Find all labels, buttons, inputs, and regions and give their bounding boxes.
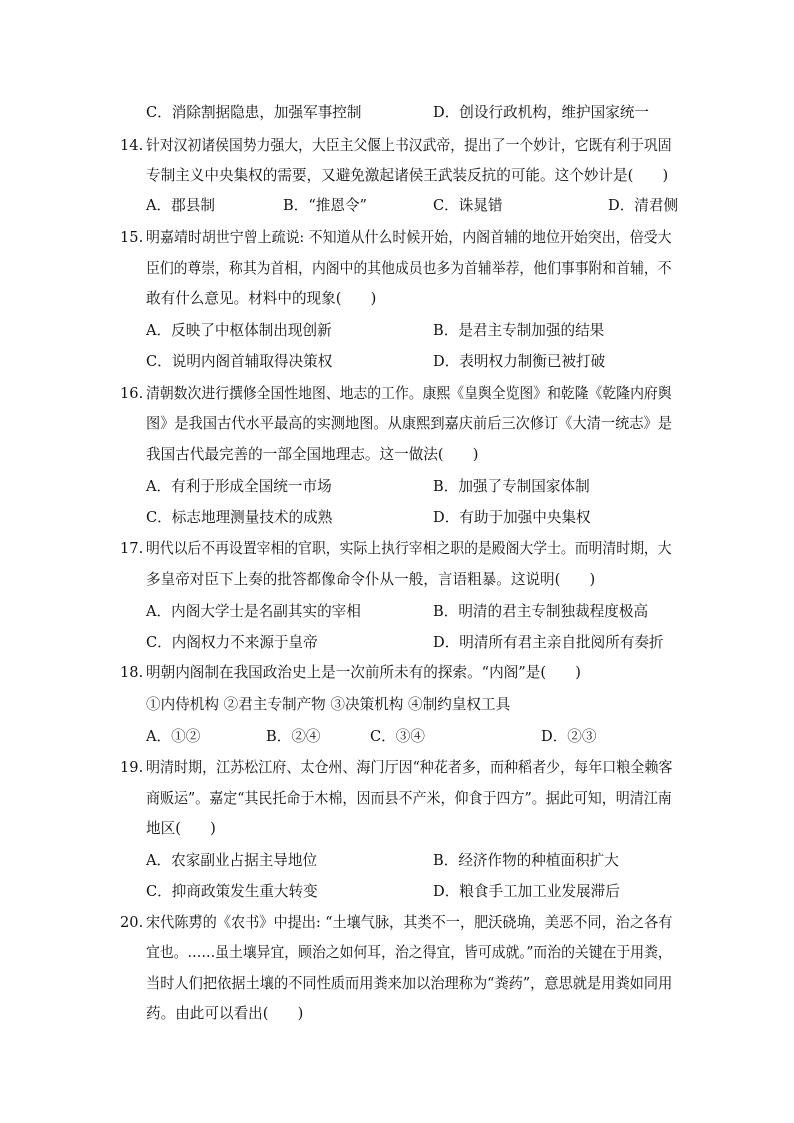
option-a: A．内阁大学士是名副其实的宰相 <box>146 603 361 620</box>
option-d: D．②③ <box>541 728 597 745</box>
q13-option-d: D．创设行政机构，维护国家统一 <box>433 104 650 121</box>
question-text: 多皇帝对臣下上奏的批答都像命令仆从一般，言语粗暴。这说明( ) <box>146 571 596 588</box>
option-d: D．粮食手工加工业发展滞后 <box>433 883 620 900</box>
question-text: 地区( ) <box>146 820 216 837</box>
question-text: 清朝数次进行撰修全国性地图、地志的工作。康熙《皇舆全览图》和乾隆《乾隆内府舆 <box>146 385 672 402</box>
option-a: A．农家副业占据主导地位 <box>146 852 318 869</box>
option-b: B．经济作物的种植面积扩大 <box>433 852 619 869</box>
question-number: 17. <box>120 540 144 557</box>
option-a: A．郡县制 <box>146 197 215 214</box>
option-a: A．反映了中枢体制出现创新 <box>146 322 332 339</box>
question-number: 14. <box>120 137 144 154</box>
option-c: C．抑商政策发生重大转变 <box>146 883 318 900</box>
option-c: C．③④ <box>370 728 425 745</box>
option-c: C．诛晁错 <box>433 197 503 214</box>
option-b: B．“推恩令” <box>283 197 368 214</box>
question-text: 我国古代最完善的一部全国地理志。这一做法( ) <box>146 446 479 463</box>
option-d: D．明清所有君主亲自批阅所有奏折 <box>433 634 664 651</box>
option-a: A．有利于形成全国统一市场 <box>146 478 332 495</box>
option-d: D．表明权力制衡已被打破 <box>433 353 606 370</box>
question-text: 臣们的尊崇，称其为首相，内阁中的其他成员也多为首辅举荐，他们事事附和首辅，不 <box>146 260 672 277</box>
question-number: 20. <box>120 914 144 931</box>
option-b: B．加强了专制国家体制 <box>433 478 590 495</box>
option-b: B．②④ <box>266 728 321 745</box>
question-text: 商贩运”。嘉定“其民托命于木棉，因而县不产米，仰食于四方”。据此可知，明清江南 <box>146 790 672 807</box>
question-text: 当时人们把依据土壤的不同性质而用粪来加以治理称为“粪药”，意思就是用粪如同用 <box>146 975 673 992</box>
option-b: B．是君主专制加强的结果 <box>433 322 605 339</box>
option-c: C．标志地理测量技术的成熟 <box>146 509 333 526</box>
question-text: 明清时期，江苏松江府、太仓州、海门厅因“种花者多，而种稻者少，每年口粮全赖客 <box>146 759 673 776</box>
question-text: 专制主义中央集权的需要，又避免激起诸侯王武装反抗的可能。这个妙计是( ) <box>146 167 669 184</box>
question-text: 宜也。……虽土壤异宜，顾治之如何耳，治之得宜，皆可成就。”而治的关键在于用粪， <box>146 944 672 961</box>
question-text: 药。由此可以看出( ) <box>146 1005 304 1022</box>
question-sub-items: ①内侍机构 ②君主专制产物 ③决策机构 ④制约皇权工具 <box>146 696 511 713</box>
option-a: A．①② <box>146 728 201 745</box>
option-c: C．说明内阁首辅取得决策权 <box>146 353 333 370</box>
option-d: D．清君侧 <box>608 197 679 214</box>
option-d: D．有助于加强中央集权 <box>433 509 591 526</box>
question-number: 18. <box>120 664 144 681</box>
question-number: 15. <box>120 229 144 246</box>
question-text: 明朝内阁制在我国政治史上是一次前所未有的探索。“内阁”是( ) <box>146 664 581 681</box>
q13-option-c: C．消除割据隐患，加强军事控制 <box>146 104 362 121</box>
question-text: 明代以后不再设置宰相的官职，实际上执行宰相之职的是殿阁大学士。而明清时期，大 <box>146 540 672 557</box>
question-text: 针对汉初诸侯国势力强大，大臣主父偃上书汉武帝，提出了一个妙计，它既有利于巩固 <box>146 137 672 154</box>
question-text: 图》是我国古代水平最高的实测地图。从康熙到嘉庆前后三次修订《大清一统志》是 <box>146 415 672 432</box>
question-text: 宋代陈旉的《农书》中提出: “土壤气脉，其类不一，肥沃硗埆，美恶不同，治之各有 <box>146 914 673 931</box>
question-number: 16. <box>120 385 144 402</box>
question-text: 明嘉靖时胡世宁曾上疏说: 不知道从什么时候开始，内阁首辅的地位开始突出，倍受大 <box>146 229 672 246</box>
question-text: 敢有什么意见。材料中的现象( ) <box>146 290 377 307</box>
option-c: C．内阁权力不来源于皇帝 <box>146 634 318 651</box>
option-b: B．明清的君主专制独裁程度极高 <box>433 603 649 620</box>
question-number: 19. <box>120 759 144 776</box>
